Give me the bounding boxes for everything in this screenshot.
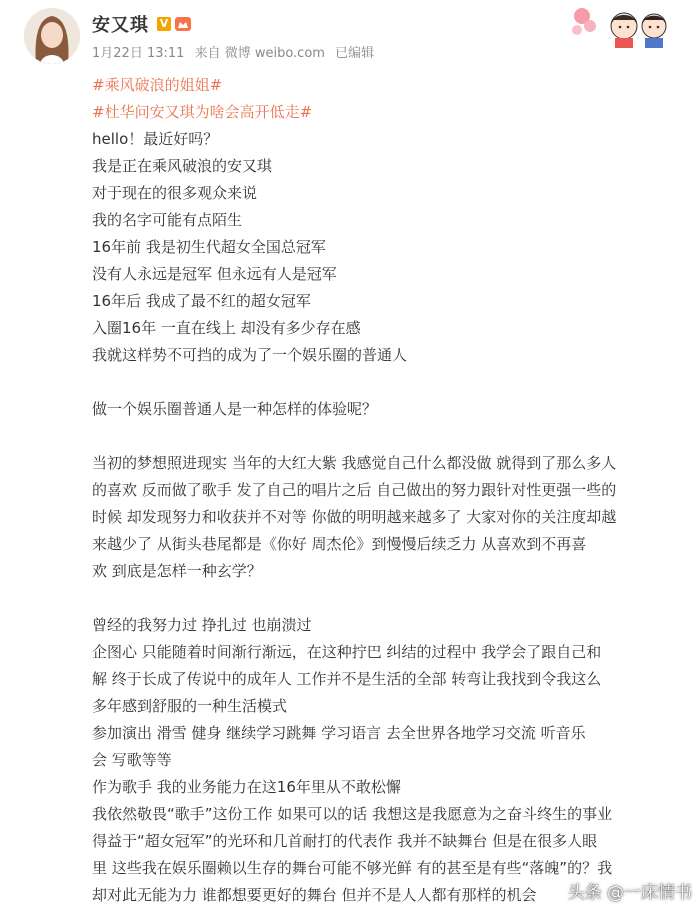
post-source: 来自 微博 weibo.com — [194, 46, 325, 61]
post-text-line: 欢 到底是怎样一种玄学？ — [92, 562, 262, 580]
post-text-line: 我依然敬畏“歌手”这份工作 如果可以的话 我想这是我愿意为之奋斗终生的事业 — [92, 805, 613, 823]
post-text-line: 企图心 只能随着时间渐行渐远，在这种拧巴 纠结的过程中 我学会了跟自己和 — [92, 643, 602, 661]
post-meta — [92, 42, 570, 60]
post-text-line: 对于现在的很多观众来说 — [92, 184, 258, 202]
post-date[interactable]: 1月22日 13:11 — [92, 46, 185, 61]
member-badge-icon[interactable] — [175, 17, 191, 31]
edited-label[interactable]: 已编辑 — [335, 46, 375, 61]
post-text-line: 时候 却发现努力和收获并不对等 你做的明明越来越多了 大家对你的关注度却越 — [92, 508, 617, 526]
post-text-line: 入圈16年 一直在线上 却没有多少存在感 — [92, 319, 361, 337]
post-text-line: 做一个娱乐圈普通人是一种怎样的体验呢？ — [92, 400, 378, 418]
post-text-line: 来越少了 从街头巷尾都是《你好 周杰伦》到慢慢后续乏力 从喜欢到不再喜 — [92, 535, 587, 553]
post-text-line: 得益于“超女冠军”的光环和几首耐打的代表作 我并不缺舞台 但是在很多人眼 — [92, 832, 598, 850]
post-text-line: 曾经的我努力过 挣扎过 也崩溃过 — [92, 616, 312, 634]
post-text-line: 多年感到舒服的一种生活模式 — [92, 697, 288, 715]
avatar-photo — [24, 8, 80, 64]
post-text-line: 16年前 我是初生代超女全国总冠军 — [92, 238, 326, 256]
post-text-line: 会 写歌等等 — [92, 751, 172, 769]
paragraph-gap — [92, 423, 688, 450]
username[interactable]: 安又琪 — [92, 15, 149, 36]
post-text-line: 的喜欢 反而做了歌手 发了自己的唱片之后 自己做出的努力跟针对性更强一些的 — [92, 481, 617, 499]
post-text-line: 16年后 我成了最不红的超女冠军 — [92, 292, 311, 310]
post-text-line: 我是正在乘风破浪的安又琪 — [92, 157, 273, 175]
paragraph-gap — [92, 369, 688, 396]
avatar[interactable] — [24, 8, 80, 64]
post-body — [92, 126, 688, 909]
topic-link[interactable]: #乘风破浪的姐姐# — [92, 76, 223, 94]
post-text-line: 解 终于长成了传说中的成年人 工作并不是生活的全部 转弯让我找到令我这么 — [92, 670, 602, 688]
post-text-line: 我的名字可能有点陌生 — [92, 211, 243, 229]
post-text-line: 里 这些我在娱乐圈赖以生存的舞台可能不够光鲜 有的甚至是有些“落魄”的？我 — [92, 859, 613, 877]
post-text-line: 我就这样势不可挡的成为了一个娱乐圈的普通人 — [92, 346, 408, 364]
post-text-line: 没有人永远是冠军 但永远有人是冠军 — [92, 265, 337, 283]
post-header — [92, 10, 570, 60]
paragraph-gap — [92, 585, 688, 612]
post-text-line: 作为歌手 我的业务能力在这16年里从不敢松懈 — [92, 778, 401, 796]
post-text-line: 当初的梦想照进现实 当年的大红大紫 我感觉自己什么都没做 就得到了那么多人 — [92, 454, 617, 472]
post-text-line: hello！最近好吗？ — [92, 130, 219, 148]
post-content — [92, 72, 688, 909]
verified-v-icon: V — [157, 17, 171, 31]
name-row — [92, 10, 570, 38]
watermark: 头条 @一床情书 — [567, 883, 692, 903]
topic-link[interactable]: #杜华问安又琪为啥会高开低走# — [92, 103, 313, 121]
couple-sticker-decoration — [568, 2, 670, 48]
post-text-line: 参加演出 滑雪 健身 继续学习跳舞 学习语言 去全世界各地学习交流 听音乐 — [92, 724, 586, 742]
post-text-line: 却对此无能为力 谁都想要更好的舞台 但并不是人人都有那样的机会 — [92, 886, 537, 904]
